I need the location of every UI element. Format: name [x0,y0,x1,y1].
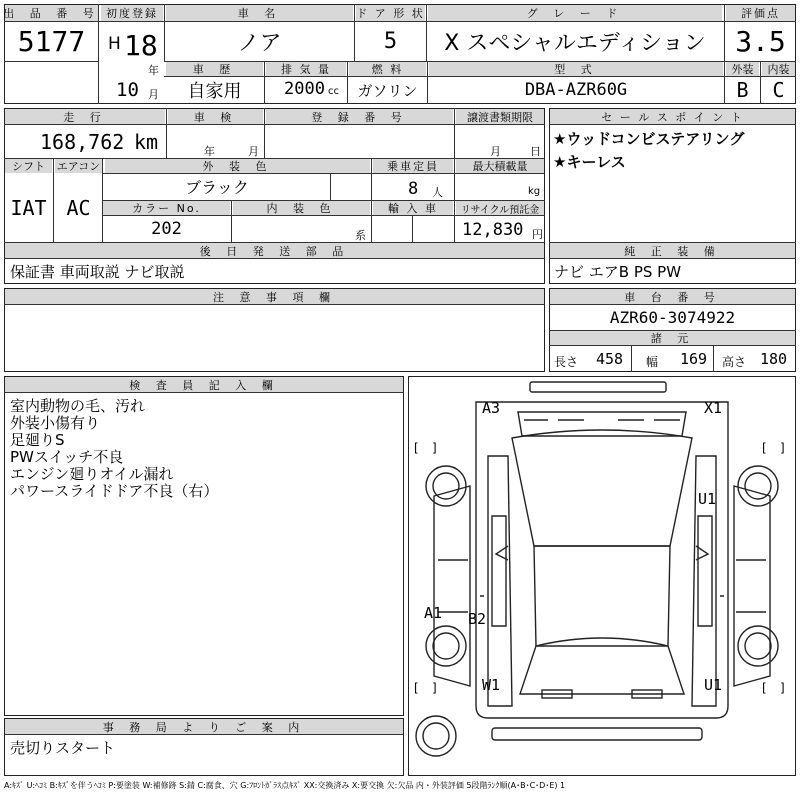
import-header: 輸 入 車 [373,201,453,215]
max-load-header: 最大積載量 [456,159,544,173]
damage-mark-u1-upper: U1 [698,490,717,508]
car-name-header: 車 名 [166,5,353,21]
inspection-year-unit: 年 [204,145,215,158]
score-header: 評価点 [726,5,795,21]
displacement-header: 排 気 量 [266,62,346,76]
door-count-value: 5 [383,29,398,54]
lot-number-header: 出 品 番 号 [3,7,100,20]
registration-year-unit: 年 [148,64,159,77]
spec-width-value: 169 [680,350,708,368]
spec-height-value: 180 [760,350,788,368]
capacity-value: 8 [408,179,419,199]
grade-header: グ レ ー ド [428,5,722,21]
inspector-note-3: 足廻りS [10,431,65,449]
model-code-value: DBA-AZR60G [524,80,628,100]
exterior-color-header: 外 装 色 [105,159,370,173]
recycle-header: リサイクル預託金 [456,201,544,215]
car-diagram [408,376,796,776]
office-notes-value: 売切りスタート [10,739,116,757]
chassis-number-value: AZR60-3074922 [609,308,736,327]
max-load-unit: kg [528,186,541,197]
interior-color-unit: 系 [355,229,366,242]
spec-width-label: 幅 [646,355,659,369]
svg-text:[: [ [414,681,419,695]
inspector-note-4: PWスイッチ不良 [10,448,124,466]
accessories-value: 保証書 車両取説 ナビ取説 [10,263,185,281]
mileage-header: 走 行 [5,109,165,124]
inspector-note-5: エンジン廻りオイル漏れ [10,465,174,483]
spec-height-label: 高さ [722,355,747,369]
spec-length-label: 長さ [554,355,579,369]
mileage-unit: km [134,130,159,154]
legend-text: A:ｷｽﾞ U:ﾍｺﾐ B:ｷｽﾞを伴うﾍｺﾐ P:要塗装 W:補修跡 S:錆 C:腐食、穴 G:ﾌﾛﾝﾄｶﾞﾗｽ点ｷｽﾞ XX:交換済み X:要交換 欠:欠品 内・外装評価 5段階ﾗﾝｸ順(A･B･C･D･E) 1 [4,781,566,790]
recycle-value: 12,830 [462,220,524,240]
svg-text:]: ] [780,681,785,695]
damage-mark-x1: X1 [704,399,723,417]
door-type-header: ド ア 形 状 [356,7,425,20]
inspector-note-2: 外装小傷有り [10,414,101,432]
specs-header: 諸 元 [550,331,795,345]
factory-equipment-header: 純 正 装 備 [550,243,795,258]
exterior-grade-header: 外装 [726,62,759,76]
aircon-value: AC [66,195,91,220]
inspection-month-unit: 月 [248,145,259,158]
first-registration-header: 初度登録 [101,5,163,21]
inspector-note-1: 室内動物の毛、汚れ [10,397,146,415]
interior-grade-value: C [772,78,785,102]
svg-text:[: [ [762,681,767,695]
capacity-header: 乗車定員 [373,159,453,173]
registration-era: H [108,34,121,54]
grade-value: X スペシャルエディション [444,31,706,56]
history-value: 自家用 [187,81,242,102]
sales-point-1: ★ウッドコンビステアリング [553,130,745,148]
color-no-header: カラー No. [103,201,230,215]
registration-no-header: 登 録 番 号 [266,109,453,124]
interior-color-header: 内 装 色 [233,201,370,215]
score-value: 3.5 [735,25,786,58]
inspector-note-6: パワースライドドア不良（右） [10,482,219,500]
registration-month-unit: 月 [148,88,159,101]
transfer-month-unit: 月 [490,145,501,158]
damage-mark-w1: W1 [482,676,501,694]
aircon-header: エアコン [56,160,101,173]
registration-year: 18 [124,29,158,62]
history-header: 車 歴 [166,62,263,76]
displacement-unit: cc [328,86,339,97]
svg-text:[: [ [762,441,767,455]
sales-points-header: セ ー ル ス ポ イ ン ト [550,109,795,124]
transfer-day-unit: 日 [530,145,541,158]
inspection-header: 車 検 [168,109,263,124]
svg-text:]: ] [432,441,437,455]
model-code-header: 型 式 [429,62,723,76]
interior-grade-header: 内装 [762,62,795,76]
damage-mark-b2: B2 [468,610,487,628]
inspector-notes-header: 検 査 員 記 入 欄 [5,377,403,392]
svg-text:[: [ [414,441,419,455]
shift-value: IAT [10,195,47,220]
capacity-unit: 人 [432,186,443,199]
transfer-deadline-header: 譲渡書類期限 [456,109,544,124]
lot-number-value: 5177 [17,25,86,58]
fuel-value: ガソリン [357,81,418,100]
factory-equipment-value: ナビ エアB PS PW [554,263,682,281]
spec-length-value: 458 [596,350,624,368]
sales-point-2: ★キーレス [553,153,626,171]
shift-header: シフト [5,159,52,173]
car-name-value: ノア [237,31,282,56]
chassis-number-header: 車 台 番 号 [550,289,795,304]
registration-month: 10 [116,79,139,101]
fuel-header: 燃 料 [349,62,426,76]
notes-header: 注 意 事 項 欄 [5,289,544,304]
displacement-value: 2000 [284,79,325,99]
mileage-value: 168,762 [40,130,125,154]
damage-mark-u1-lower: U1 [704,676,723,694]
recycle-unit: 円 [532,228,543,241]
damage-mark-a1: A1 [424,604,443,622]
svg-text:]: ] [780,441,785,455]
office-notes-header: 事 務 局 よ り ご 案 内 [5,719,403,734]
color-no-value: 202 [151,218,182,239]
exterior-grade-value: B [736,78,749,102]
accessories-header: 後 日 発 送 部 品 [5,243,544,258]
damage-mark-a3: A3 [482,399,501,417]
svg-text:]: ] [432,681,437,695]
exterior-color-value: ブラック [185,178,249,197]
